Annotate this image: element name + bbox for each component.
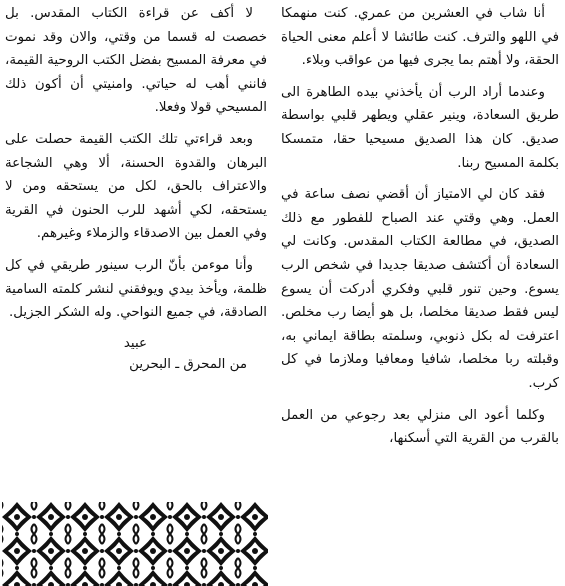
article-column-right <box>281 2 559 459</box>
article-paragraph: وأنا موءمن بأنّ الرب سينور طريقي في كل ظلمة، ويأخذ بيدي ويوفقني لنشر كلمته السامية الصادقة، في جميع النواحي. وله الشكر الجزيل. <box>5 257 267 321</box>
author-origin: من المحرق ـ البحرين <box>129 356 247 372</box>
article-paragraph: أنا شاب في العشرين من عمري. كنت منهمكا في اللهو والترف. كنت طائشا لا أعلم معنى الحياة الحقة، ولا أهتم بما يجرى فيها من عواقب وبلاء. <box>281 6 559 69</box>
author-name: عبيد <box>123 335 147 351</box>
decorative-ornament-border <box>0 500 270 586</box>
article-paragraph: وكلما أعود الى منزلي بعد رجوعي من العمل بالقرب من القرية التي أسكنها، <box>281 407 559 447</box>
article-paragraph: لا أكف عن قراءة الكتاب المقدس. بل خصصت له قسما من وقتي، والان وقد نموت في معرفة المسيح بفضل الكتب الروحية القيمة، فانني أهب له حياتي. وامنيتي أن أكون ذلك المسيحي قولا وفعلا. <box>5 6 267 116</box>
author-signature <box>5 333 267 375</box>
article-paragraph: وعندما أراد الرب أن يأخذني بيده الطاهرة الى طريق السعادة، وينير عقلي ويطهر قلبي بواسطة صديق. كان هذا الصديق مسيحيا حقا، متمسكا بكلمة المسيح ربنا. <box>281 84 559 171</box>
article-paragraph: وبعد قراءتي تلك الكتب القيمة حصلت على البرهان والقدوة الحسنة، ألا وهي الشجاعة والاعتراف بالحق، لكل من يستحقه ومن لا يستحقه، لكي أشهد للرب الحنون في القرية وفي العمل بين الاصدقاء والزملاء وغيرهم. <box>5 131 267 242</box>
article-paragraph: فقد كان لي الامتياز أن أقضي نصف ساعة في العمل. وهي وقتي عند الصباح للفطور مع ذلك الصديق، في مطالعة الكتاب المقدس. وكانت لي السعادة أن أكتشف صديقا جديدا في شخص الرب يسوع. وحين تنور قلبي وفكري أدركت أن يسوع ليس فقط صديقا مخلصا، بل هو أيضا رب مخلص. اعترفت له بكل ذنوبي، وسلمته بطاقة ايماني به، وقبلته ربا مخلصا، شافيا ومعافيا وملازما في كل كرب. <box>281 187 559 391</box>
article-column-left <box>5 2 267 375</box>
